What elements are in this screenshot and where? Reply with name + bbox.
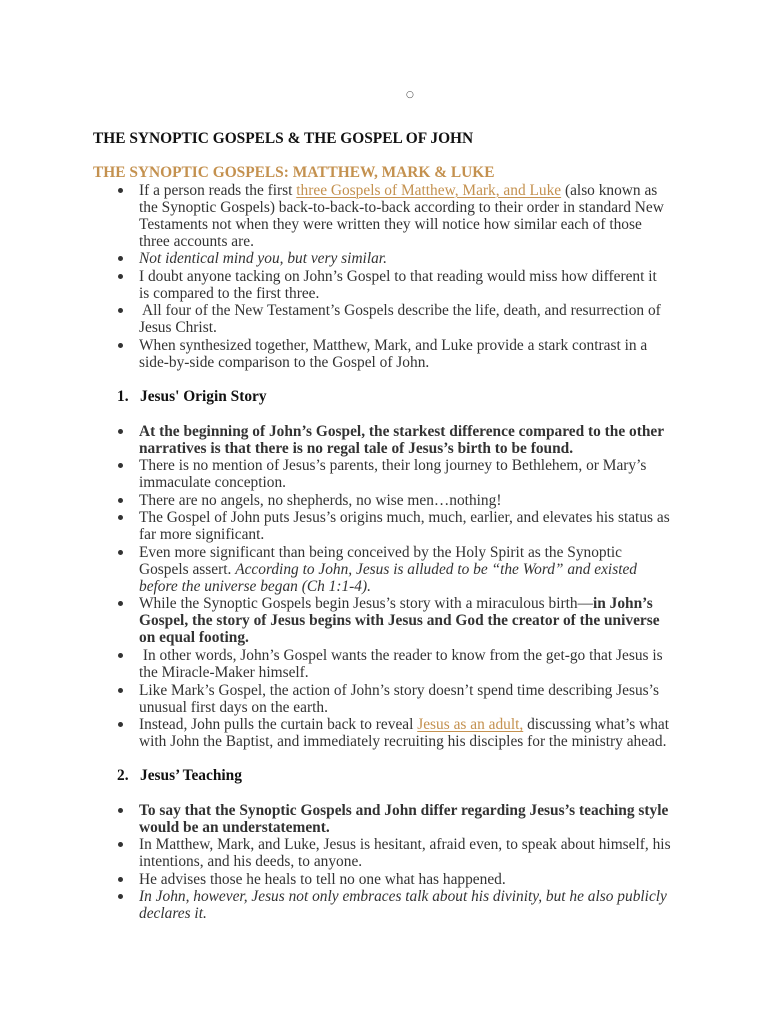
text-line bbox=[139, 233, 664, 250]
bullet-icon bbox=[118, 498, 123, 503]
list-item bbox=[139, 716, 670, 750]
bullet-icon bbox=[118, 550, 123, 555]
section-heading-label: Jesus’ Teaching bbox=[140, 766, 242, 784]
bullet-icon bbox=[118, 894, 123, 899]
text-run: is compared to the first three. bbox=[139, 284, 320, 302]
text-line bbox=[139, 423, 670, 440]
text-run: In John, however, Jesus not only embraces talk about his divinity, but he also publicly bbox=[139, 888, 667, 906]
text-run: Gospel, the story of Jesus begins with Jesus and God the creator of the universe bbox=[139, 612, 660, 630]
text-run: Not identical mind you, but very similar. bbox=[139, 250, 387, 268]
list-item bbox=[139, 682, 670, 716]
text-line bbox=[139, 888, 671, 905]
text-run: According to John, Jesus is alluded to be “the Word” and existed bbox=[235, 560, 638, 578]
text-run: discussing what’s what bbox=[523, 716, 670, 734]
text-run: Testaments not when they were written they will notice how similar each of those bbox=[139, 215, 642, 233]
text-run: If a person reads the first bbox=[139, 181, 297, 199]
list-item bbox=[139, 302, 664, 336]
list-item bbox=[139, 250, 664, 267]
text-line bbox=[139, 319, 664, 336]
document-title: THE SYNOPTIC GOSPELS & THE GOSPEL OF JOHN bbox=[93, 130, 474, 147]
text-run: in John’s bbox=[592, 595, 653, 613]
text-line bbox=[139, 699, 670, 716]
text-run: (also known as bbox=[561, 181, 658, 199]
bullet-list bbox=[139, 802, 671, 923]
bullet-icon bbox=[118, 842, 123, 847]
text-line bbox=[139, 716, 670, 733]
text-line bbox=[139, 629, 670, 646]
text-run: Gospels assert. bbox=[139, 560, 236, 578]
text-run: Instead, John pulls the curtain back to reveal bbox=[139, 716, 418, 734]
bullet-icon bbox=[118, 515, 123, 520]
section-number: 2. bbox=[117, 766, 129, 784]
text-run: The Gospel of John puts Jesus’s origins much, much, earlier, and elevates his status as bbox=[139, 509, 670, 527]
text-line bbox=[139, 544, 670, 561]
text-line bbox=[139, 612, 670, 629]
list-item bbox=[139, 337, 664, 371]
section-heading bbox=[117, 767, 242, 784]
text-run: would be an understatement. bbox=[139, 818, 330, 836]
text-run: In Matthew, Mark, and Luke, Jesus is hesitant, afraid even, to speak about himself, his bbox=[139, 836, 671, 854]
text-line bbox=[139, 682, 670, 699]
page-marker: ○ bbox=[406, 90, 414, 100]
text-line bbox=[139, 561, 670, 578]
text-run: At the beginning of John’s Gospel, the starkest difference compared to the other bbox=[139, 422, 665, 440]
list-item bbox=[139, 836, 671, 870]
list-item bbox=[139, 182, 664, 250]
text-line bbox=[139, 664, 670, 681]
list-item bbox=[139, 888, 671, 922]
text-run: side-by-side comparison to the Gospel of John. bbox=[139, 353, 430, 371]
text-run: before the universe began (Ch 1:1-4). bbox=[139, 577, 371, 595]
list-item bbox=[139, 647, 670, 681]
text-run: three accounts are. bbox=[139, 232, 254, 250]
text-run: When synthesized together, Matthew, Mark, and Luke provide a stark contrast in a bbox=[139, 336, 648, 354]
text-link[interactable]: Jesus as an adult, bbox=[417, 716, 524, 734]
text-line bbox=[139, 526, 670, 543]
text-run: narratives is that there is no regal tale of Jesus’s birth to be found. bbox=[139, 439, 574, 457]
text-run: He advises those he heals to tell no one what has happened. bbox=[139, 870, 506, 888]
text-link[interactable]: three Gospels of Matthew, Mark, and Luke bbox=[296, 181, 562, 199]
bullet-icon bbox=[118, 308, 123, 313]
bullet-icon bbox=[118, 429, 123, 434]
bullet-list bbox=[139, 182, 664, 371]
text-run: There are no angels, no shepherds, no wise men…nothing! bbox=[139, 491, 502, 509]
text-run: the Synoptic Gospels) back-to-back-to-back according to their order in standard New bbox=[139, 198, 664, 216]
text-run: immaculate conception. bbox=[139, 474, 287, 492]
text-line bbox=[139, 509, 670, 526]
text-line bbox=[139, 337, 664, 354]
text-line bbox=[139, 905, 671, 922]
text-line bbox=[139, 474, 670, 491]
list-item bbox=[139, 509, 670, 543]
list-item bbox=[139, 595, 670, 646]
text-line bbox=[139, 492, 670, 509]
section-number: 1. bbox=[117, 387, 129, 405]
text-line bbox=[139, 216, 664, 233]
bullet-icon bbox=[118, 808, 123, 813]
text-line bbox=[139, 302, 664, 319]
list-item bbox=[139, 871, 671, 888]
section-subtitle: THE SYNOPTIC GOSPELS: MATTHEW, MARK & LUKE bbox=[93, 163, 495, 181]
list-item bbox=[139, 423, 670, 457]
bullet-icon bbox=[118, 343, 123, 348]
text-run: I doubt anyone tacking on John’s Gospel to that reading would miss how different it bbox=[139, 267, 657, 285]
text-line bbox=[139, 457, 670, 474]
bullet-icon bbox=[118, 601, 123, 606]
bullet-list bbox=[139, 423, 670, 751]
text-line bbox=[139, 250, 664, 267]
text-line bbox=[139, 733, 670, 750]
text-line bbox=[139, 853, 671, 870]
text-run: on equal footing. bbox=[139, 629, 249, 647]
text-line bbox=[139, 578, 670, 595]
text-line bbox=[139, 354, 664, 371]
text-line bbox=[139, 440, 670, 457]
text-line bbox=[139, 268, 664, 285]
bullet-icon bbox=[118, 688, 123, 693]
text-run: There is no mention of Jesus’s parents, their long journey to Bethlehem, or Mary’s bbox=[139, 457, 647, 475]
list-item bbox=[139, 544, 670, 595]
text-run: Even more significant than being conceived by the Holy Spirit as the Synoptic bbox=[139, 543, 622, 561]
text-run: While the Synoptic Gospels begin Jesus’s story with a miraculous birth— bbox=[139, 595, 593, 613]
text-run: Jesus Christ. bbox=[139, 319, 217, 337]
list-item bbox=[139, 802, 671, 836]
text-run: with John the Baptist, and immediately recruiting his disciples for the ministry ahead. bbox=[139, 733, 667, 751]
bullet-icon bbox=[118, 256, 123, 261]
bullet-icon bbox=[118, 274, 123, 279]
text-run: the Miracle-Maker himself. bbox=[139, 664, 309, 682]
text-line bbox=[139, 836, 671, 853]
text-run: All four of the New Testament’s Gospels describe the life, death, and resurrection of bbox=[139, 302, 661, 320]
text-run: In other words, John’s Gospel wants the reader to know from the get-go that Jesus is bbox=[139, 647, 663, 665]
text-run: intentions, and his deeds, to anyone. bbox=[139, 853, 363, 871]
bullet-icon bbox=[118, 877, 123, 882]
list-item bbox=[139, 492, 670, 509]
text-run: To say that the Synoptic Gospels and John differ regarding Jesus’s teaching style bbox=[139, 801, 669, 819]
text-line bbox=[139, 595, 670, 612]
section-heading-label: Jesus' Origin Story bbox=[140, 387, 267, 405]
list-item bbox=[139, 268, 664, 302]
bullet-icon bbox=[118, 188, 123, 193]
text-run: unusual first days on the earth. bbox=[139, 698, 328, 716]
bullet-icon bbox=[118, 722, 123, 727]
text-run: far more significant. bbox=[139, 526, 265, 544]
text-run: declares it. bbox=[139, 905, 207, 923]
text-run: Like Mark’s Gospel, the action of John’s story doesn’t spend time describing Jesus’s bbox=[139, 681, 659, 699]
text-line bbox=[139, 182, 664, 199]
list-item bbox=[139, 457, 670, 491]
text-line bbox=[139, 647, 670, 664]
section-heading bbox=[117, 388, 267, 405]
text-line bbox=[139, 285, 664, 302]
text-line bbox=[139, 819, 671, 836]
text-line bbox=[139, 802, 671, 819]
bullet-icon bbox=[118, 653, 123, 658]
text-line bbox=[139, 199, 664, 216]
bullet-icon bbox=[118, 463, 123, 468]
text-line bbox=[139, 871, 671, 888]
